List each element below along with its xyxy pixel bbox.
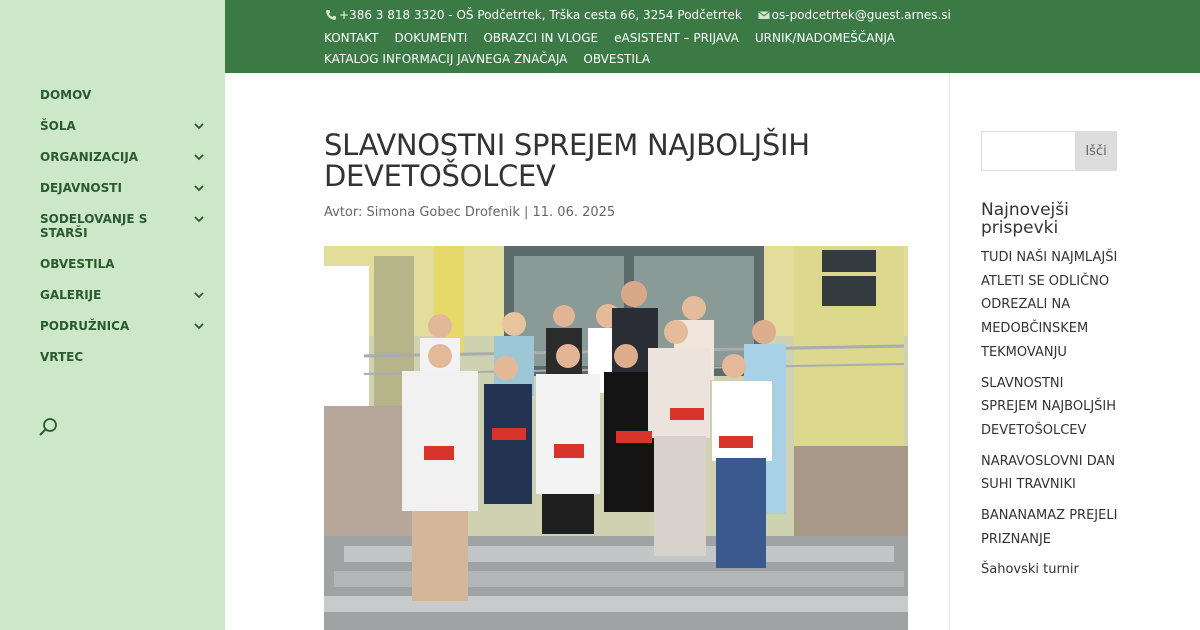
search-input[interactable] [981, 131, 1076, 171]
topnav-urnik[interactable]: URNIK/NADOMEŠČANJA [754, 31, 895, 45]
nav-item-label: GALERIJE [40, 288, 102, 302]
search-icon[interactable] [38, 416, 60, 438]
recent-posts-list [981, 246, 1121, 589]
chevron-down-icon[interactable] [193, 214, 205, 224]
nav-item-organizacija[interactable] [40, 150, 205, 164]
nav-item-label: DOMOV [40, 88, 92, 102]
topnav-obrazci[interactable]: OBRAZCI IN VLOGE [483, 31, 599, 45]
top-header [225, 0, 1200, 73]
recent-post-link[interactable]: BANANAMAZ PREJELI PRIZNANJE [981, 508, 1118, 547]
nav-item-label: SODELOVANJE S STARŠI [40, 212, 148, 240]
nav-item-vrtec[interactable] [40, 350, 205, 364]
email-link[interactable] [758, 8, 951, 22]
nav-item-label: VRTEC [40, 350, 84, 364]
phone-icon [325, 9, 337, 21]
topnav-katalog[interactable]: KATALOG INFORMACIJ JAVNEGA ZNAČAJA [324, 52, 568, 66]
nav-item-label: OBVESTILA [40, 257, 115, 271]
topnav-dokumenti[interactable]: DOKUMENTI [394, 31, 468, 45]
article-title: SLAVNOSTNI SPREJEM NAJBOLJŠIH DEVETOŠOLCEV [324, 128, 810, 193]
secondary-nav [324, 28, 1024, 70]
email-text: os-podcetrtek@guest.arnes.si [771, 8, 951, 22]
nav-item-galerije[interactable] [40, 288, 205, 302]
chevron-down-icon[interactable] [193, 290, 205, 300]
envelope-icon [758, 9, 770, 21]
contact-info [325, 8, 951, 22]
chevron-down-icon[interactable] [193, 183, 205, 193]
nav-item-sodelovanje[interactable] [40, 212, 205, 240]
nav-item-domov[interactable] [40, 88, 205, 102]
chevron-down-icon[interactable] [193, 121, 205, 131]
nav-item-label: ORGANIZACIJA [40, 150, 139, 164]
nav-item-podruznica[interactable] [40, 319, 205, 333]
nav-item-label: PODRUŽNICA [40, 319, 130, 333]
chevron-down-icon[interactable] [193, 152, 205, 162]
topnav-obvestila[interactable]: OBVESTILA [583, 52, 651, 66]
article-meta: Avtor: Simona Gobec Drofenik | 11. 06. 2025 [324, 205, 616, 220]
group-photo-image [324, 246, 908, 630]
recent-post-link[interactable]: TUDI NAŠI NAJMLAJŠI ATLETI SE ODLIČNO ODREZALI NA MEDOBČINSKEM TEKMOVANJU [981, 250, 1118, 360]
search-button[interactable]: Išči [1075, 131, 1117, 171]
recent-post-link[interactable]: Šahovski turnir [981, 562, 1079, 578]
content-divider [949, 73, 950, 630]
chevron-down-icon[interactable] [193, 321, 205, 331]
topnav-kontakt[interactable]: KONTAKT [324, 31, 379, 45]
phone-address: +386 3 818 3320 - OŠ Podčetrtek, Trška cesta 66, 3254 Podčetrtek [339, 8, 742, 22]
recent-post-link[interactable]: NARAVOSLOVNI DAN SUHI TRAVNIKI [981, 453, 1116, 493]
nav-item-sola[interactable] [40, 119, 205, 133]
nav-item-obvestila[interactable] [40, 257, 205, 271]
recent-posts-title: Najnovejši prispevki [981, 200, 1069, 238]
recent-post-link[interactable]: SLAVNOSTNI SPREJEM NAJBOLJŠIH DEVETOŠOLCEV [981, 375, 1117, 438]
nav-item-label: ŠOLA [40, 119, 76, 133]
topnav-easistent[interactable]: eASISTENT – PRIJAVA [614, 31, 739, 45]
left-sidebar [0, 0, 225, 630]
nav-item-label: DEJAVNOSTI [40, 181, 122, 195]
nav-item-dejavnosti[interactable] [40, 181, 205, 195]
main-nav [40, 88, 205, 381]
article-photo [324, 246, 908, 630]
